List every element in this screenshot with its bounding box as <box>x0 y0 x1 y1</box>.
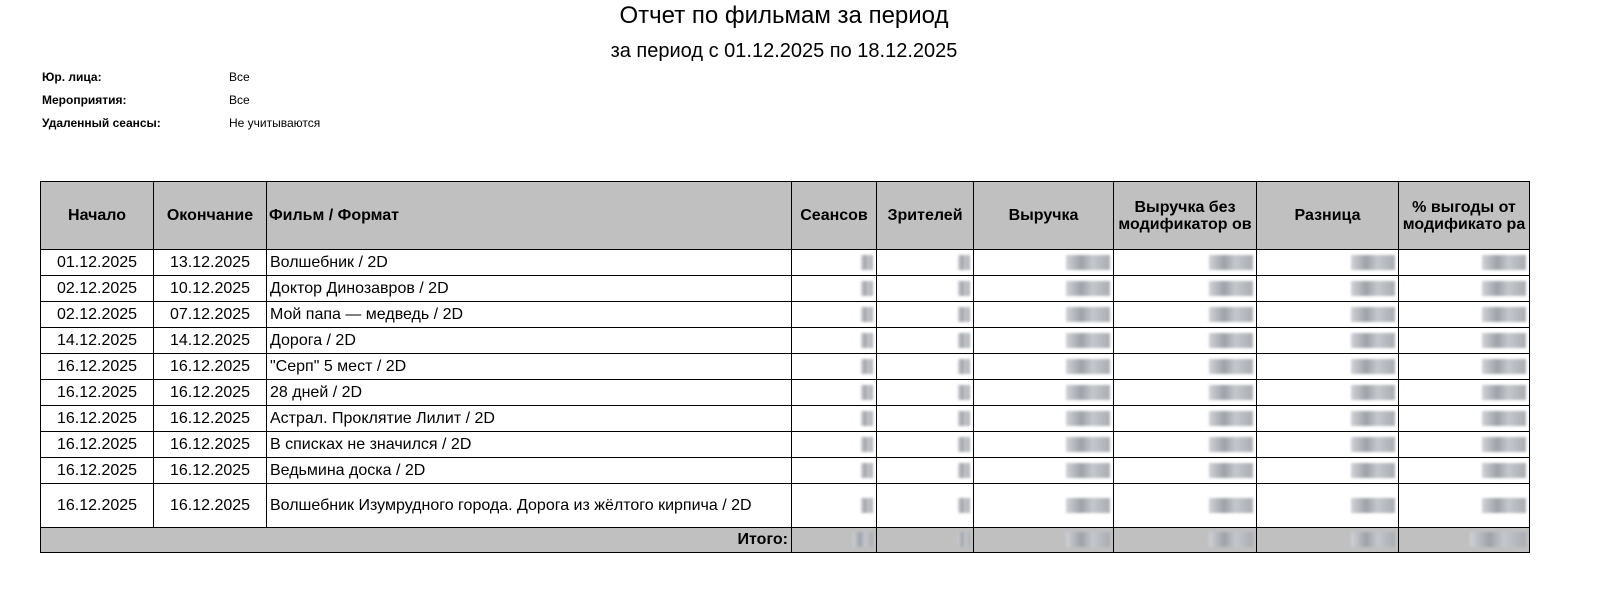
table-row <box>41 458 1530 484</box>
cell-start: 16.12.2025 <box>41 484 154 528</box>
cell-end: 10.12.2025 <box>154 276 267 302</box>
cell-benefit-redacted <box>1399 302 1530 328</box>
cell-revenue-no-modifier-redacted <box>1114 380 1257 406</box>
cell-revenue-no-modifier-redacted <box>1114 406 1257 432</box>
cell-sessions-redacted <box>792 484 877 528</box>
cell-end: 07.12.2025 <box>154 302 267 328</box>
table-row <box>41 406 1530 432</box>
cell-benefit-redacted <box>1399 458 1530 484</box>
col-header-benefit-percent: % выгоды от модификато ра <box>1399 182 1530 250</box>
param-value: Все <box>229 93 250 107</box>
cell-viewers-redacted <box>877 484 974 528</box>
cell-revenue-redacted <box>974 380 1114 406</box>
cell-sessions-redacted <box>792 328 877 354</box>
cell-start: 16.12.2025 <box>41 458 154 484</box>
cell-benefit-redacted <box>1399 276 1530 302</box>
cell-benefit-redacted <box>1399 432 1530 458</box>
cell-viewers-redacted <box>877 380 974 406</box>
cell-revenue-redacted <box>974 354 1114 380</box>
cell-film: Ведьмина доска / 2D <box>267 458 792 484</box>
cell-start: 14.12.2025 <box>41 328 154 354</box>
cell-end: 16.12.2025 <box>154 406 267 432</box>
total-label: Итого: <box>41 528 792 553</box>
col-header-film: Фильм / Формат <box>267 182 792 250</box>
param-label: Мероприятия: <box>42 93 127 107</box>
cell-end: 16.12.2025 <box>154 484 267 528</box>
cell-film: Доктор Динозавров / 2D <box>267 276 792 302</box>
cell-difference-redacted <box>1257 458 1399 484</box>
cell-start: 01.12.2025 <box>41 250 154 276</box>
cell-end: 16.12.2025 <box>154 354 267 380</box>
param-label: Удаленный сеансы: <box>42 116 161 130</box>
cell-sessions-redacted <box>792 380 877 406</box>
report-parameters <box>42 70 320 139</box>
cell-film: Мой папа — медведь / 2D <box>267 302 792 328</box>
total-sessions-redacted <box>792 528 877 553</box>
cell-film: "Серп" 5 мест / 2D <box>267 354 792 380</box>
total-revenue-redacted <box>974 528 1114 553</box>
cell-film: 28 дней / 2D <box>267 380 792 406</box>
cell-difference-redacted <box>1257 406 1399 432</box>
param-label: Юр. лица: <box>42 70 102 84</box>
cell-revenue-no-modifier-redacted <box>1114 354 1257 380</box>
report-title: Отчет по фильмам за период <box>619 2 949 29</box>
cell-revenue-redacted <box>974 250 1114 276</box>
param-deleted-sessions <box>42 116 320 139</box>
col-header-difference: Разница <box>1257 182 1399 250</box>
cell-start: 02.12.2025 <box>41 302 154 328</box>
cell-viewers-redacted <box>877 406 974 432</box>
param-value: Все <box>229 70 250 84</box>
table-row <box>41 250 1530 276</box>
cell-film: Дорога / 2D <box>267 328 792 354</box>
cell-end: 13.12.2025 <box>154 250 267 276</box>
cell-sessions-redacted <box>792 250 877 276</box>
cell-difference-redacted <box>1257 484 1399 528</box>
col-header-revenue: Выручка <box>974 182 1114 250</box>
table-row <box>41 380 1530 406</box>
cell-difference-redacted <box>1257 276 1399 302</box>
cell-benefit-redacted <box>1399 250 1530 276</box>
cell-start: 16.12.2025 <box>41 354 154 380</box>
total-revenue-no-modifier-redacted <box>1114 528 1257 553</box>
cell-revenue-redacted <box>974 328 1114 354</box>
table-row <box>41 276 1530 302</box>
col-header-start: Начало <box>41 182 154 250</box>
cell-revenue-no-modifier-redacted <box>1114 458 1257 484</box>
cell-revenue-redacted <box>974 276 1114 302</box>
table-row <box>41 328 1530 354</box>
cell-difference-redacted <box>1257 250 1399 276</box>
cell-difference-redacted <box>1257 432 1399 458</box>
col-header-revenue-no-modifier: Выручка без модификатор ов <box>1114 182 1257 250</box>
cell-revenue-redacted <box>974 484 1114 528</box>
cell-benefit-redacted <box>1399 406 1530 432</box>
cell-revenue-no-modifier-redacted <box>1114 250 1257 276</box>
cell-sessions-redacted <box>792 432 877 458</box>
cell-film: Волшебник / 2D <box>267 250 792 276</box>
cell-revenue-redacted <box>974 432 1114 458</box>
total-difference-redacted <box>1257 528 1399 553</box>
param-events <box>42 93 320 116</box>
cell-start: 16.12.2025 <box>41 406 154 432</box>
cell-difference-redacted <box>1257 302 1399 328</box>
cell-end: 16.12.2025 <box>154 458 267 484</box>
cell-viewers-redacted <box>877 432 974 458</box>
cell-viewers-redacted <box>877 458 974 484</box>
cell-film: Астрал. Проклятие Лилит / 2D <box>267 406 792 432</box>
cell-film: В списках не значился / 2D <box>267 432 792 458</box>
cell-revenue-redacted <box>974 458 1114 484</box>
col-header-end: Окончание <box>154 182 267 250</box>
table-row <box>41 302 1530 328</box>
table-row <box>41 354 1530 380</box>
total-viewers-redacted <box>877 528 974 553</box>
cell-sessions-redacted <box>792 354 877 380</box>
cell-end: 16.12.2025 <box>154 432 267 458</box>
cell-sessions-redacted <box>792 302 877 328</box>
cell-sessions-redacted <box>792 276 877 302</box>
cell-viewers-redacted <box>877 276 974 302</box>
cell-benefit-redacted <box>1399 380 1530 406</box>
cell-revenue-redacted <box>974 302 1114 328</box>
cell-start: 02.12.2025 <box>41 276 154 302</box>
cell-difference-redacted <box>1257 328 1399 354</box>
table-row <box>41 432 1530 458</box>
cell-benefit-redacted <box>1399 484 1530 528</box>
table-row <box>41 484 1530 528</box>
cell-end: 14.12.2025 <box>154 328 267 354</box>
cell-start: 16.12.2025 <box>41 432 154 458</box>
cell-revenue-no-modifier-redacted <box>1114 276 1257 302</box>
cell-viewers-redacted <box>877 354 974 380</box>
films-report-table <box>40 181 1530 553</box>
param-value: Не учитываются <box>229 116 321 130</box>
param-legal-entities <box>42 70 320 93</box>
cell-benefit-redacted <box>1399 354 1530 380</box>
col-header-viewers: Зрителей <box>877 182 974 250</box>
total-benefit-redacted <box>1399 528 1530 553</box>
report-period: за период с 01.12.2025 по 18.12.2025 <box>610 40 958 62</box>
cell-benefit-redacted <box>1399 328 1530 354</box>
cell-revenue-no-modifier-redacted <box>1114 484 1257 528</box>
cell-sessions-redacted <box>792 458 877 484</box>
col-header-sessions: Сеансов <box>792 182 877 250</box>
cell-revenue-no-modifier-redacted <box>1114 302 1257 328</box>
cell-difference-redacted <box>1257 380 1399 406</box>
cell-revenue-no-modifier-redacted <box>1114 432 1257 458</box>
cell-start: 16.12.2025 <box>41 380 154 406</box>
cell-viewers-redacted <box>877 328 974 354</box>
cell-viewers-redacted <box>877 302 974 328</box>
cell-revenue-no-modifier-redacted <box>1114 328 1257 354</box>
table-header-row <box>41 182 1530 250</box>
total-row <box>41 528 1530 553</box>
cell-viewers-redacted <box>877 250 974 276</box>
cell-difference-redacted <box>1257 354 1399 380</box>
cell-sessions-redacted <box>792 406 877 432</box>
cell-end: 16.12.2025 <box>154 380 267 406</box>
cell-film: Волшебник Изумрудного города. Дорога из жёлтого кирпича / 2D <box>267 484 792 528</box>
cell-revenue-redacted <box>974 406 1114 432</box>
